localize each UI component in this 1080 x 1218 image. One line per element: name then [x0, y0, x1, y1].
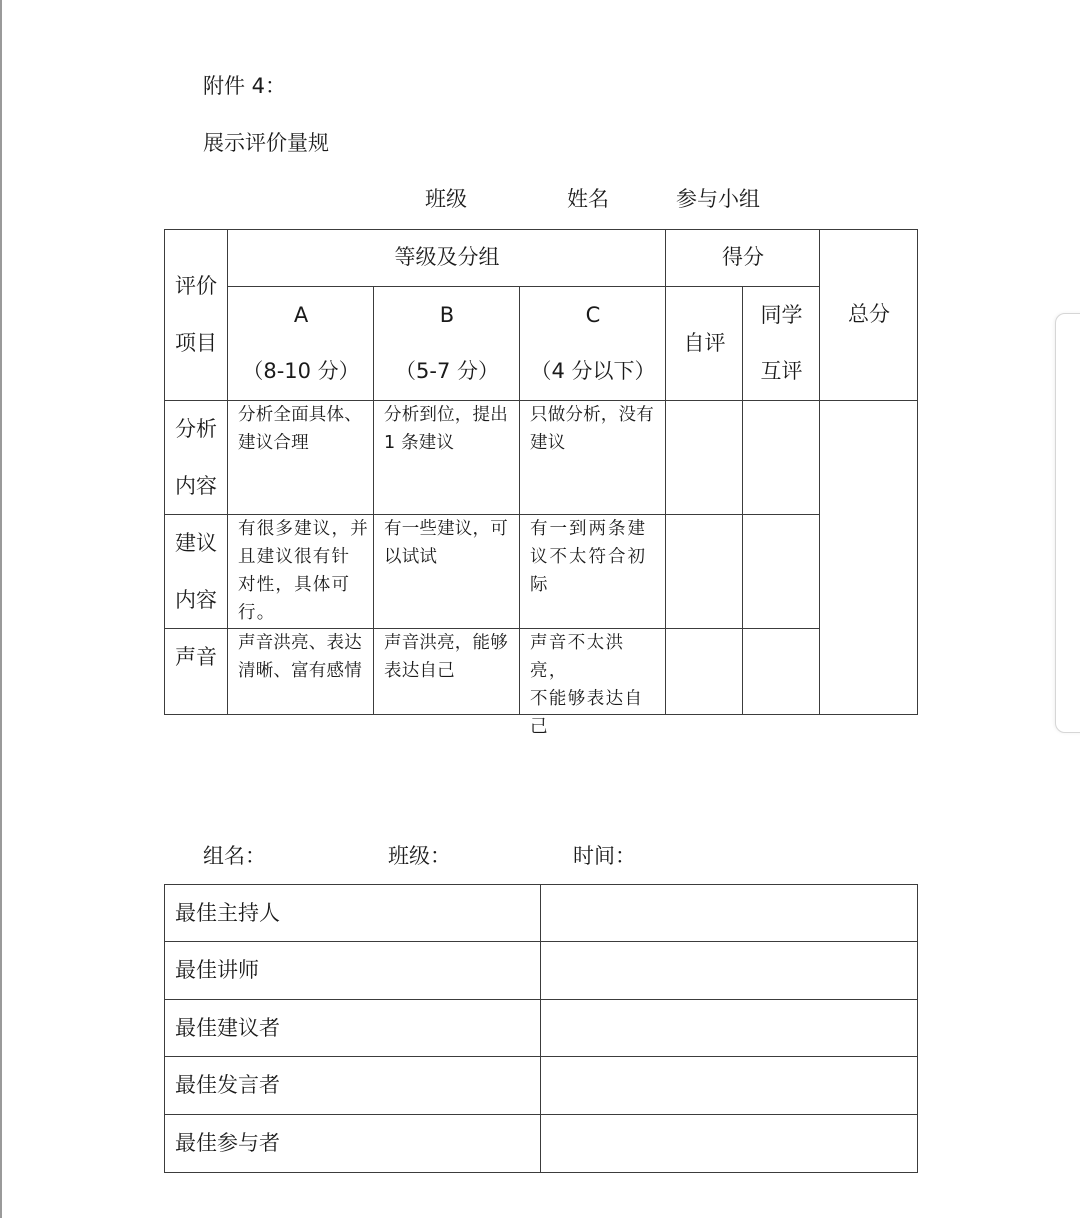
row-criterion-b: 声音洪亮，能够 表达自己 [384, 633, 508, 681]
score-header: 得分 [722, 245, 764, 269]
award-value-cell[interactable] [541, 885, 917, 941]
rule-top [164, 229, 918, 230]
attachment-label: 附件 4： [203, 74, 287, 98]
level-b-grade: B [439, 303, 455, 327]
award-label: 最佳发言者 [175, 1073, 280, 1097]
rule-col-item [227, 229, 228, 715]
row-item-line2: 内容 [175, 588, 217, 612]
page-left-edge [0, 0, 2, 1218]
rule-col-peer [819, 229, 820, 715]
scroll-handle[interactable] [1055, 313, 1080, 733]
award-value-cell[interactable] [541, 1057, 917, 1113]
awards-rule-left [164, 884, 165, 1173]
rule-col-b [519, 286, 520, 715]
rule-left [164, 229, 165, 715]
name-label: 姓名 [567, 187, 609, 211]
row-item-line1: 声音 [175, 645, 217, 669]
row-item-line1: 分析 [175, 417, 217, 441]
rule-col-c [665, 229, 666, 715]
row-criterion-b: 有一些建议，可 以试试 [384, 519, 508, 567]
group-label: 参与小组 [676, 187, 760, 211]
awards-table [164, 884, 918, 1173]
self-eval-header: 自评 [683, 331, 726, 355]
item-header-line2: 项目 [175, 331, 217, 355]
row-criterion-c: 有一到两条建 议不太符合初 际 [530, 519, 647, 595]
awards-class-label: 班级： [388, 844, 451, 868]
rule-header-mid [228, 286, 820, 287]
group-name-label: 组名： [203, 844, 266, 868]
row-criterion-a: 声音洪亮、表达 清晰、富有感情 [238, 633, 362, 681]
levels-header: 等级及分组 [394, 245, 500, 269]
award-value-cell[interactable] [541, 1115, 917, 1171]
level-a-range: （8-10 分） [242, 359, 360, 383]
level-c-range: （4 分以下） [530, 359, 656, 383]
row-criterion-b: 分析到位，提出 1 条建议 [384, 405, 508, 453]
row-item-line2: 内容 [175, 474, 217, 498]
award-label: 最佳主持人 [175, 901, 280, 925]
row-criterion-c: 声音不太洪亮， 不能够表达自 己 [530, 633, 644, 737]
row-criterion-a: 有很多建议，并 且建议很有针 对性，具体可 行。 [238, 519, 369, 623]
row-criterion-c: 只做分析，没有 建议 [530, 405, 654, 453]
level-c-grade: C [585, 303, 601, 327]
rubric-table [164, 229, 918, 737]
item-header-line1: 评价 [175, 274, 217, 298]
peer-eval-header-line1: 同学 [760, 303, 803, 327]
award-label: 最佳讲师 [175, 958, 259, 982]
time-label: 时间： [573, 844, 636, 868]
rule-col-a [373, 286, 374, 715]
total-header: 总分 [848, 302, 890, 326]
row-criterion-a: 分析全面具体、 建议合理 [238, 405, 362, 453]
award-value-cell[interactable] [541, 942, 917, 998]
award-label: 最佳参与者 [175, 1131, 280, 1155]
peer-eval-header-line2: 互评 [760, 359, 803, 383]
class-label: 班级 [425, 187, 467, 211]
level-a-grade: A [293, 303, 309, 327]
award-value-cell[interactable] [541, 1000, 917, 1056]
level-b-range: （5-7 分） [395, 359, 499, 383]
document-title: 展示评价量规 [203, 131, 329, 155]
awards-rule-right [917, 884, 918, 1173]
rule-right [917, 229, 918, 715]
award-label: 最佳建议者 [175, 1016, 280, 1040]
row-item-line1: 建议 [175, 531, 217, 555]
